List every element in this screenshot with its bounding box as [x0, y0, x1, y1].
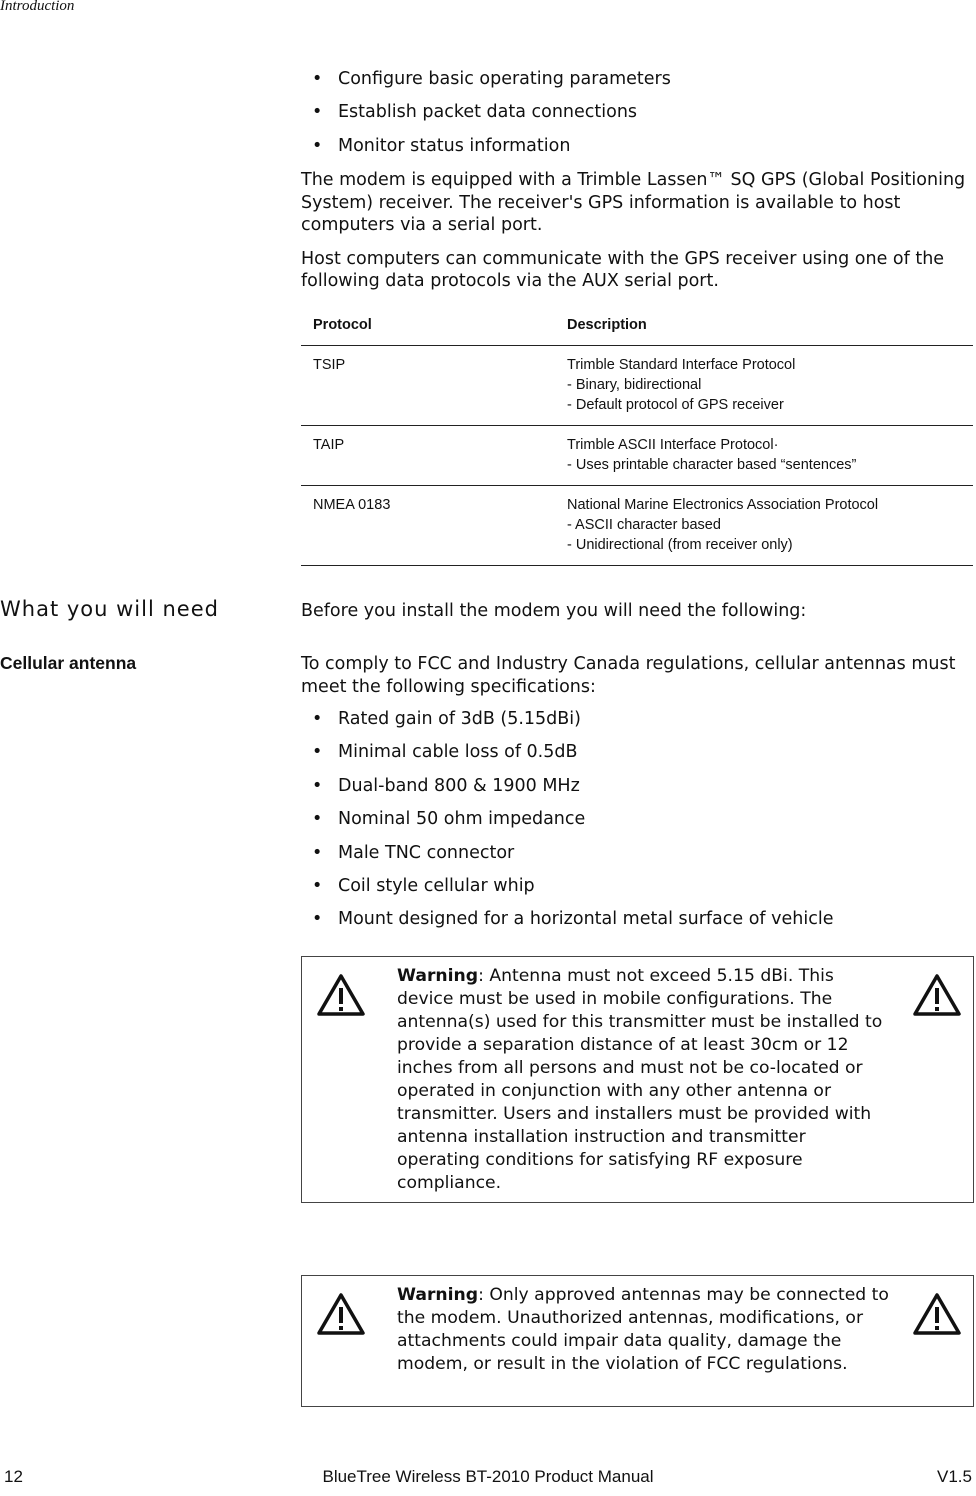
what-you-need-text-block: [301, 600, 973, 634]
section-heading-what-you-will-need: What you will need: [0, 597, 219, 621]
list-item: • Minimal cable loss of 0.5dB: [301, 741, 973, 774]
description-cell: [555, 426, 973, 486]
warning-body: : Only approved antennas may be connected to the modem. Unauthorized antennas, modifications, or attachments could impair data quality, damage the modem, or result in the violation of FCC regulations.: [397, 1285, 889, 1374]
table-row: [301, 346, 973, 426]
description-line: - Binary, bidirectional: [567, 377, 702, 393]
table-row: [301, 486, 973, 566]
list-item: • Mount designed for a horizontal metal surface of vehicle: [301, 908, 973, 941]
column-header-protocol: Protocol: [301, 306, 555, 346]
list-item: • Coil style cellular whip: [301, 875, 973, 908]
running-header: Introduction: [0, 0, 75, 14]
protocol-table-wrapper: [301, 306, 973, 566]
warning-box: [301, 956, 974, 1203]
protocol-cell: NMEA 0183: [301, 486, 555, 566]
protocol-cell: TSIP: [301, 346, 555, 426]
description-line: - Default protocol of GPS receiver: [567, 397, 784, 413]
footer-title: BlueTree Wireless BT-2010 Product Manual: [322, 1467, 654, 1486]
sub-heading-cellular-antenna: Cellular antenna: [0, 653, 137, 673]
description-line: Trimble ASCII Interface Protocol·: [567, 437, 779, 453]
cellular-antenna-intro-block: [301, 653, 973, 709]
protocol-table: [301, 306, 973, 566]
description-line: - Uses printable character based “sentences”: [567, 457, 857, 473]
intro-bullet-list: [301, 68, 973, 168]
description-line: - Unidirectional (from receiver only): [567, 537, 793, 553]
list-item: • Nominal 50 ohm impedance: [301, 808, 973, 841]
warning-body: : Antenna must not exceed 5.15 dBi. This device must be used in mobile configurations. The antenna(s) used for this transmitter must be installed to provide a separation distance of at least 30cm or 12 inches from all persons and must not be co-located or operated in conjunction with any other antenna or transmitter. Users and installers must be provided with antenna installation instruction and transmitter operating conditions for satisfying RF exposure compliance.: [397, 966, 883, 1193]
description-line: - ASCII character based: [567, 517, 721, 533]
list-item: • Dual-band 800 & 1900 MHz: [301, 775, 973, 808]
table-header-row: [301, 306, 973, 346]
gps-paragraph: The modem is equipped with a Trimble Lassen™ SQ GPS (Global Positioning System) receiver. The receiver's GPS information is available to host computers via a serial port.: [301, 170, 966, 236]
warning-text: [397, 965, 892, 1195]
column-header-description: Description: [555, 306, 973, 346]
what-you-need-paragraph: Before you install the modem you will need the following:: [301, 601, 807, 621]
description-cell: [555, 346, 973, 426]
warning-triangle-icon: [912, 973, 962, 1017]
warning-triangle-icon: [316, 973, 366, 1017]
protocol-cell: TAIP: [301, 426, 555, 486]
list-item: • Male TNC connector: [301, 842, 973, 875]
warning-box: [301, 1275, 974, 1407]
list-item: • Establish packet data connections: [301, 101, 973, 134]
table-row: [301, 426, 973, 486]
description-line: Trimble Standard Interface Protocol: [567, 357, 796, 373]
host-paragraph: Host computers can communicate with the GPS receiver using one of the following data protocols via the AUX serial port.: [301, 248, 945, 292]
list-item: • Monitor status information: [301, 135, 973, 168]
warning-label: Warning: [397, 966, 479, 986]
list-item: • Rated gain of 3dB (5.15dBi): [301, 708, 973, 741]
description-cell: [555, 486, 973, 566]
antenna-spec-list: [301, 708, 973, 942]
warning-triangle-icon: [912, 1292, 962, 1336]
warning-text: [397, 1284, 892, 1376]
warning-triangle-icon: [316, 1292, 366, 1336]
list-item: • Configure basic operating parameters: [301, 68, 973, 101]
cellular-antenna-intro: To comply to FCC and Industry Canada regulations, cellular antennas must meet the following specifications:: [301, 654, 956, 697]
footer-page-number: 12: [4, 1467, 23, 1486]
footer-version: V1.5: [937, 1467, 972, 1486]
gps-paragraphs: [301, 169, 973, 304]
description-line: National Marine Electronics Association Protocol: [567, 497, 879, 513]
warning-label: Warning: [397, 1285, 479, 1305]
